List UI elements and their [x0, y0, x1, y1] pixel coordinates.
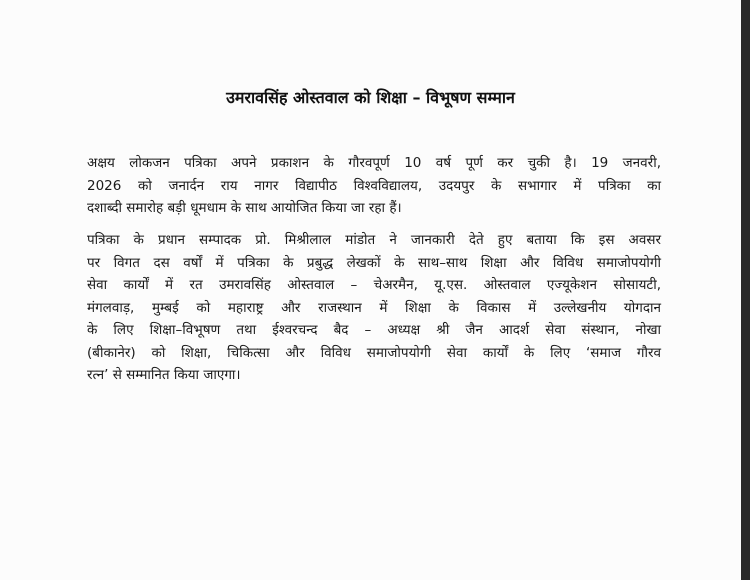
- text-line: रत्न’ से सम्मानित किया जाएगा।: [87, 367, 241, 383]
- text-line: सेवा कार्यों में रत उमरावसिंह ओस्तवाल – चेअरमैन, यू.एस. ओस्तवाल एज्यूकेशन सोसायटी,: [87, 277, 661, 293]
- text-line: पर विगत दस वर्षों में पत्रिका के प्रबुद्ध लेखकों के साथ–साथ शिक्षा और विविध समाजोपयोगी: [87, 254, 661, 271]
- text-line: (बीकानेर) को शिक्षा, चिकित्सा और विविध समाजोपयोगी सेवा कार्यों के लिए ‘समाज गौरव: [87, 344, 661, 361]
- text-line: के लिए शिक्षा–विभूषण तथा ईश्वरचन्द बैद – अध्यक्ष श्री जैन आदर्श सेवा संस्थान, नोखा: [87, 322, 661, 338]
- paragraph-1: [87, 152, 661, 220]
- document-title: उमरावसिंह ओस्तवाल को शिक्षा – विभूषण सम्मान: [226, 88, 515, 107]
- text-line: पत्रिका के प्रधान सम्पादक प्रो. मिश्रीलाल मांडोत ने जानकारी देते हुए बताया कि इस अवसर: [87, 232, 661, 248]
- paragraph-2: [87, 229, 661, 387]
- text-line: दशाब्दी समारोह बड़ी धूमधाम के साथ आयोजित किया जा रहा हैं।: [87, 200, 402, 216]
- text-line: मंगलवाड़, मुम्बई को महाराष्ट्र और राजस्थान में शिक्षा के विकास में उल्लेखनीय योगदान: [87, 299, 661, 316]
- text-line: 2026 को जनार्दन राय नागर विद्यापीठ विश्वविद्यालय, उदयपुर के सभागार में पत्रिका का: [87, 177, 661, 194]
- text-line: अक्षय लोकजन पत्रिका अपने प्रकाशन के गौरवपूर्ण 10 वर्ष पूर्ण कर चुकी है। 19 जनवरी,: [87, 155, 661, 171]
- window-edge: [741, 0, 750, 580]
